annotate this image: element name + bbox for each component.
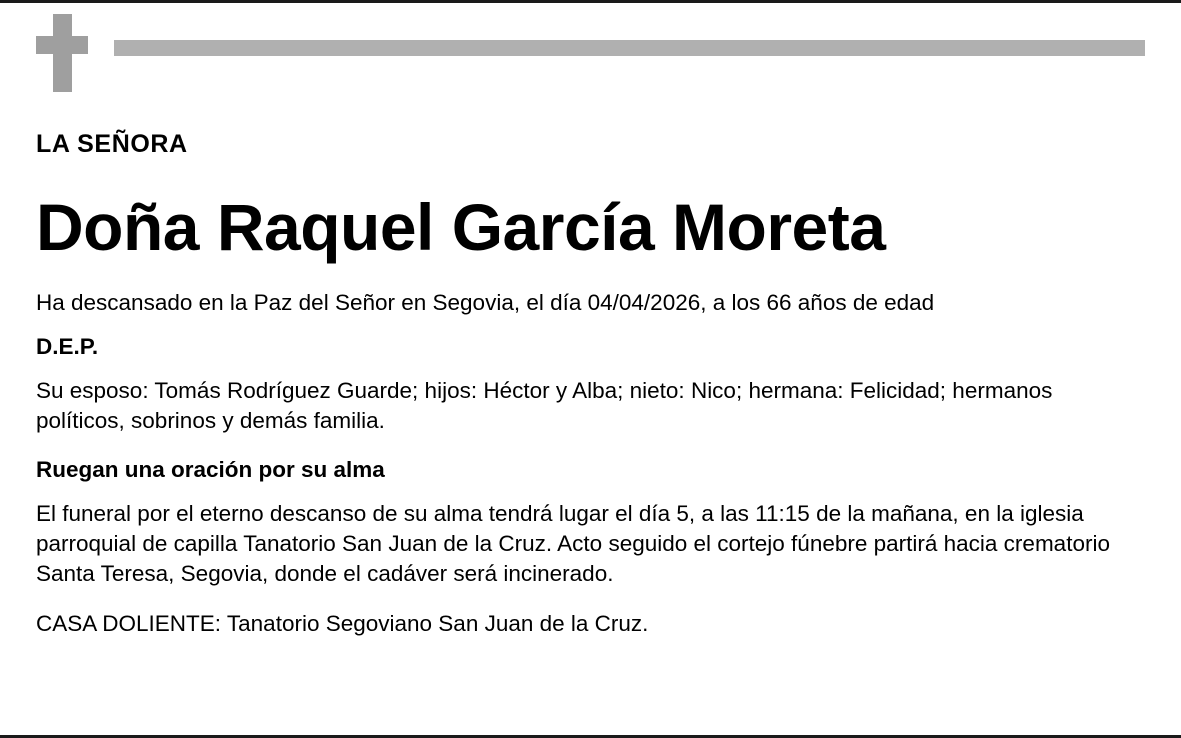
header-band <box>36 3 1145 103</box>
cross-horizontal-bar <box>36 36 88 54</box>
funeral-details: El funeral por el eterno descanso de su alma tendrá lugar el día 5, a las 11:15 de la mañana, en la iglesia parroquial de capilla Tanatorio San Juan de la Cruz. Acto seguido el cortejo fúnebre partirá hacia crematorio Santa Teresa, Segovia, donde el cadáver será incinerado. <box>36 501 1110 587</box>
deceased-name: Doña Raquel García Moreta <box>36 189 886 264</box>
cross-icon <box>36 14 88 92</box>
death-line: Ha descansado en la Paz del Señor en Segovia, el día 04/04/2026, a los 66 años de edad <box>36 289 935 315</box>
funeral-home: CASA DOLIENTE: Tanatorio Segoviano San Juan de la Cruz. <box>36 611 649 637</box>
header-rule <box>114 40 1145 56</box>
family-list: Su esposo: Tomás Rodríguez Guarde; hijos: Héctor y Alba; nieto: Nico; hermana: Felicidad; hermanos políticos, sobrinos y demás familia. <box>36 377 1053 433</box>
kicker-label: LA SEÑORA <box>36 130 188 158</box>
dep-label: D.E.P. <box>36 333 99 359</box>
prayer-request: Ruegan una oración por su alma <box>36 457 385 483</box>
